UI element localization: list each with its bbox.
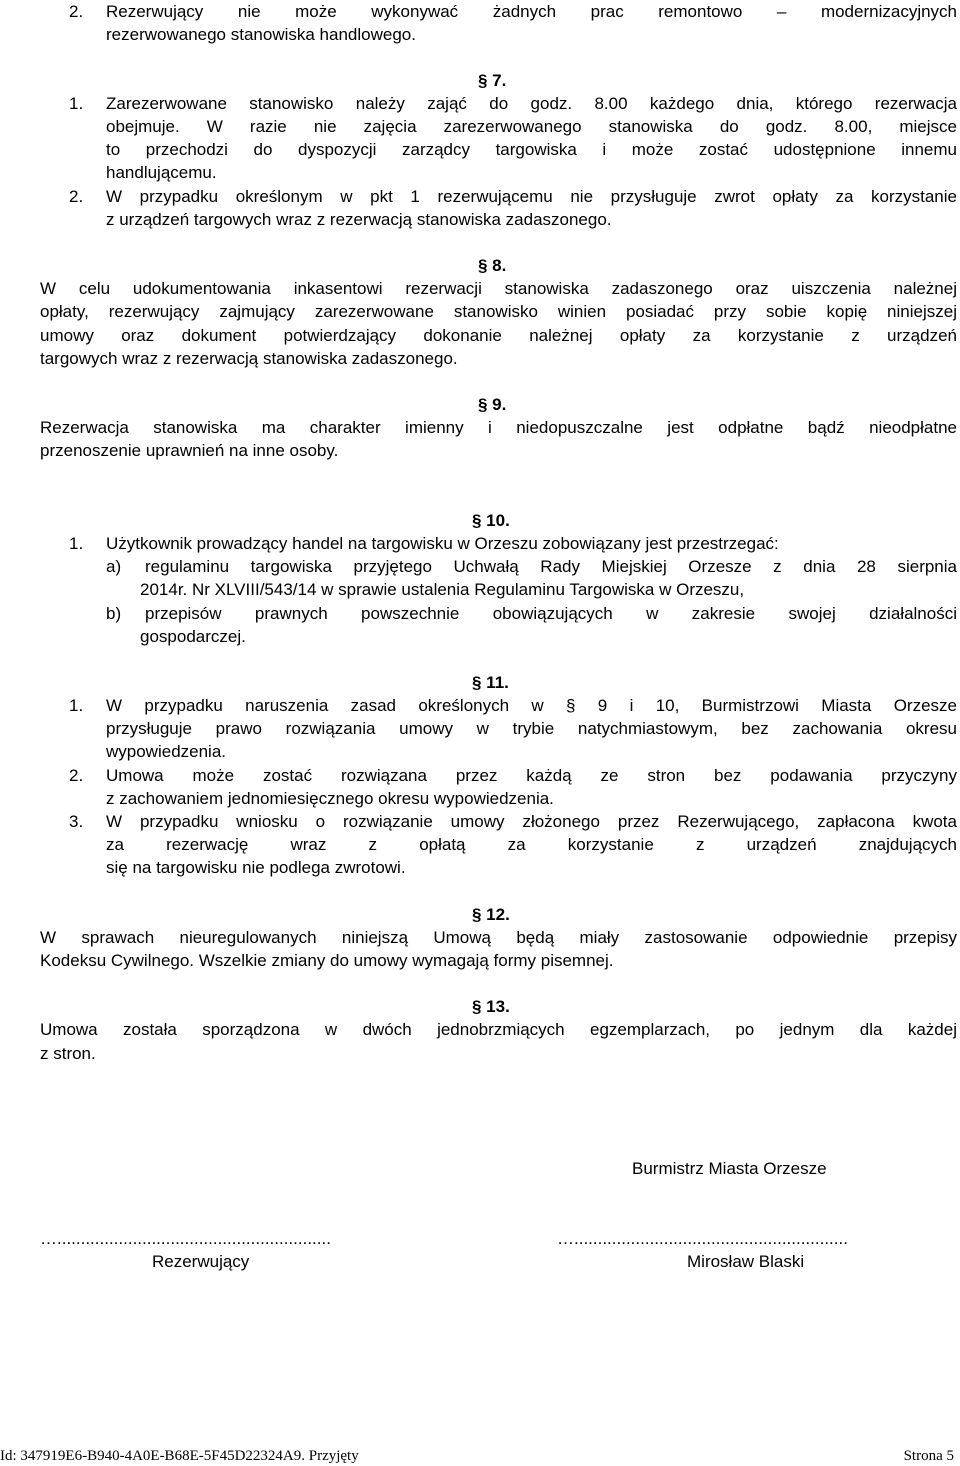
list-item-label: a)	[106, 557, 122, 576]
body-text-line: rezerwowanego stanowiska handlowego.	[106, 25, 416, 44]
body-text-line: W sprawach nieuregulowanych niniejszą Umową będą miały zastosowanie odpowiednie przepisy	[40, 928, 957, 947]
paragraph-number: 1.	[69, 696, 84, 715]
body-text-line: W przypadku naruszenia zasad określonych w § 9 i 10, Burmistrzowi Miasta Orzesze	[106, 696, 957, 715]
body-text-line: obejmuje. W razie nie zajęcia zarezerwowanego stanowiska do godz. 8.00, miejsce	[106, 117, 957, 136]
body-text-line: regulaminu targowiska przyjętego Uchwałą Rady Miejskiej Orzesze z dnia 28 sierpnia	[145, 557, 957, 576]
body-text-line: Zarezerwowane stanowisko należy zająć do godz. 8.00 każdego dnia, którego rezerwacja	[106, 94, 957, 113]
body-text-line: wypowiedzenia.	[106, 742, 227, 761]
body-text-line: za rezerwację wraz z opłatą za korzystanie z urządzeń znajdujących	[106, 835, 957, 854]
body-text-line: przenoszenie uprawnień na inne osoby.	[40, 441, 339, 460]
list-item-label: b)	[106, 604, 122, 623]
body-text-line: W przypadku określonym w pkt 1 rezerwującemu nie przysługuje zwrot opłaty za korzystanie	[106, 187, 957, 206]
body-text-line: to przechodzi do dyspozycji zarządcy targowiska i może zostać udostępnione innemu	[106, 140, 957, 159]
section-heading: § 10.	[472, 511, 510, 530]
section-heading: § 12.	[472, 905, 510, 924]
body-text-line: opłaty, rezerwujący zajmujący zarezerwowane stanowisko winien posiadać przy sobie kopię niniejszej	[40, 302, 957, 321]
section-heading: § 8.	[478, 256, 507, 275]
body-text-line: z urządzeń targowych wraz z rezerwacją stanowiska zadaszonego.	[106, 210, 612, 229]
body-text-line: z stron.	[40, 1044, 96, 1063]
signature-line-left: …..........................................................	[40, 1229, 331, 1248]
body-text-line: z zachowaniem jednomiesięcznego okresu wypowiedzenia.	[106, 789, 554, 808]
body-text-line: umowy oraz dokument potwierdzający dokonanie należnej opłaty za korzystanie z urządzeń	[40, 326, 957, 345]
body-text-line: Użytkownik prowadzący handel na targowisku w Orzeszu zobowiązany jest przestrzegać:	[106, 534, 779, 553]
section-heading: § 13.	[472, 997, 510, 1016]
body-text-line: handlującemu.	[106, 163, 217, 182]
body-text-line: przepisów prawnych powszechnie obowiązujących w zakresie swojej działalności	[145, 604, 957, 623]
paragraph-number: 1.	[69, 534, 84, 553]
signatory-name-left: Rezerwujący	[152, 1252, 250, 1271]
body-text-line: targowych wraz z rezerwacją stanowiska zadaszonego.	[40, 349, 458, 368]
body-text-line: W przypadku wniosku o rozwiązanie umowy złożonego przez Rezerwującego, zapłacona kwota	[106, 812, 957, 831]
section-heading: § 9.	[478, 395, 507, 414]
body-text-line: się na targowisku nie podlega zwrotowi.	[106, 858, 406, 877]
body-text-line: Rezerwacja stanowiska ma charakter imienny i niedopuszczalne jest odpłatne bądź nieodpłatne	[40, 418, 957, 437]
signature-line-right: …..........................................................	[557, 1229, 848, 1248]
body-text-line: W celu udokumentowania inkasentowi rezerwacji stanowiska zadaszonego oraz uiszczenia należnej	[40, 279, 957, 298]
signatory-name-right: Mirosław Blaski	[687, 1252, 805, 1271]
paragraph-number: 2.	[69, 2, 84, 21]
section-heading: § 7.	[478, 71, 507, 90]
body-text-line: Umowa może zostać rozwiązana przez każdą ze stron bez podawania przyczyny	[106, 766, 957, 785]
body-text-line: przysługuje prawo rozwiązania umowy w trybie natychmiastowym, bez zachowania okresu	[106, 719, 957, 738]
section-heading: § 11.	[472, 673, 509, 692]
body-text-line: Umowa została sporządzona w dwóch jednobrzmiących egzemplarzach, po jednym dla każdej	[40, 1020, 957, 1039]
body-text-line: Kodeksu Cywilnego. Wszelkie zmiany do umowy wymagają formy pisemnej.	[40, 951, 614, 970]
body-text-line: 2014r. Nr XLVIII/543/14 w sprawie ustalenia Regulaminu Targowiska w Orzeszu,	[140, 580, 745, 599]
paragraph-number: 2.	[69, 187, 84, 206]
paragraph-number: 2.	[69, 766, 84, 785]
signatory-title: Burmistrz Miasta Orzesze	[632, 1159, 827, 1178]
paragraph-number: 1.	[69, 94, 84, 113]
body-text-line: Rezerwujący nie może wykonywać żadnych prac remontowo – modernizacyjnych	[106, 2, 957, 21]
paragraph-number: 3.	[69, 812, 84, 831]
document-id-footer: Id: 347919E6-B940-4A0E-B68E-5F45D22324A9. Przyjęty	[0, 1448, 359, 1464]
body-text-line: gospodarczej.	[140, 627, 246, 646]
page-number: Strona 5	[903, 1448, 954, 1464]
